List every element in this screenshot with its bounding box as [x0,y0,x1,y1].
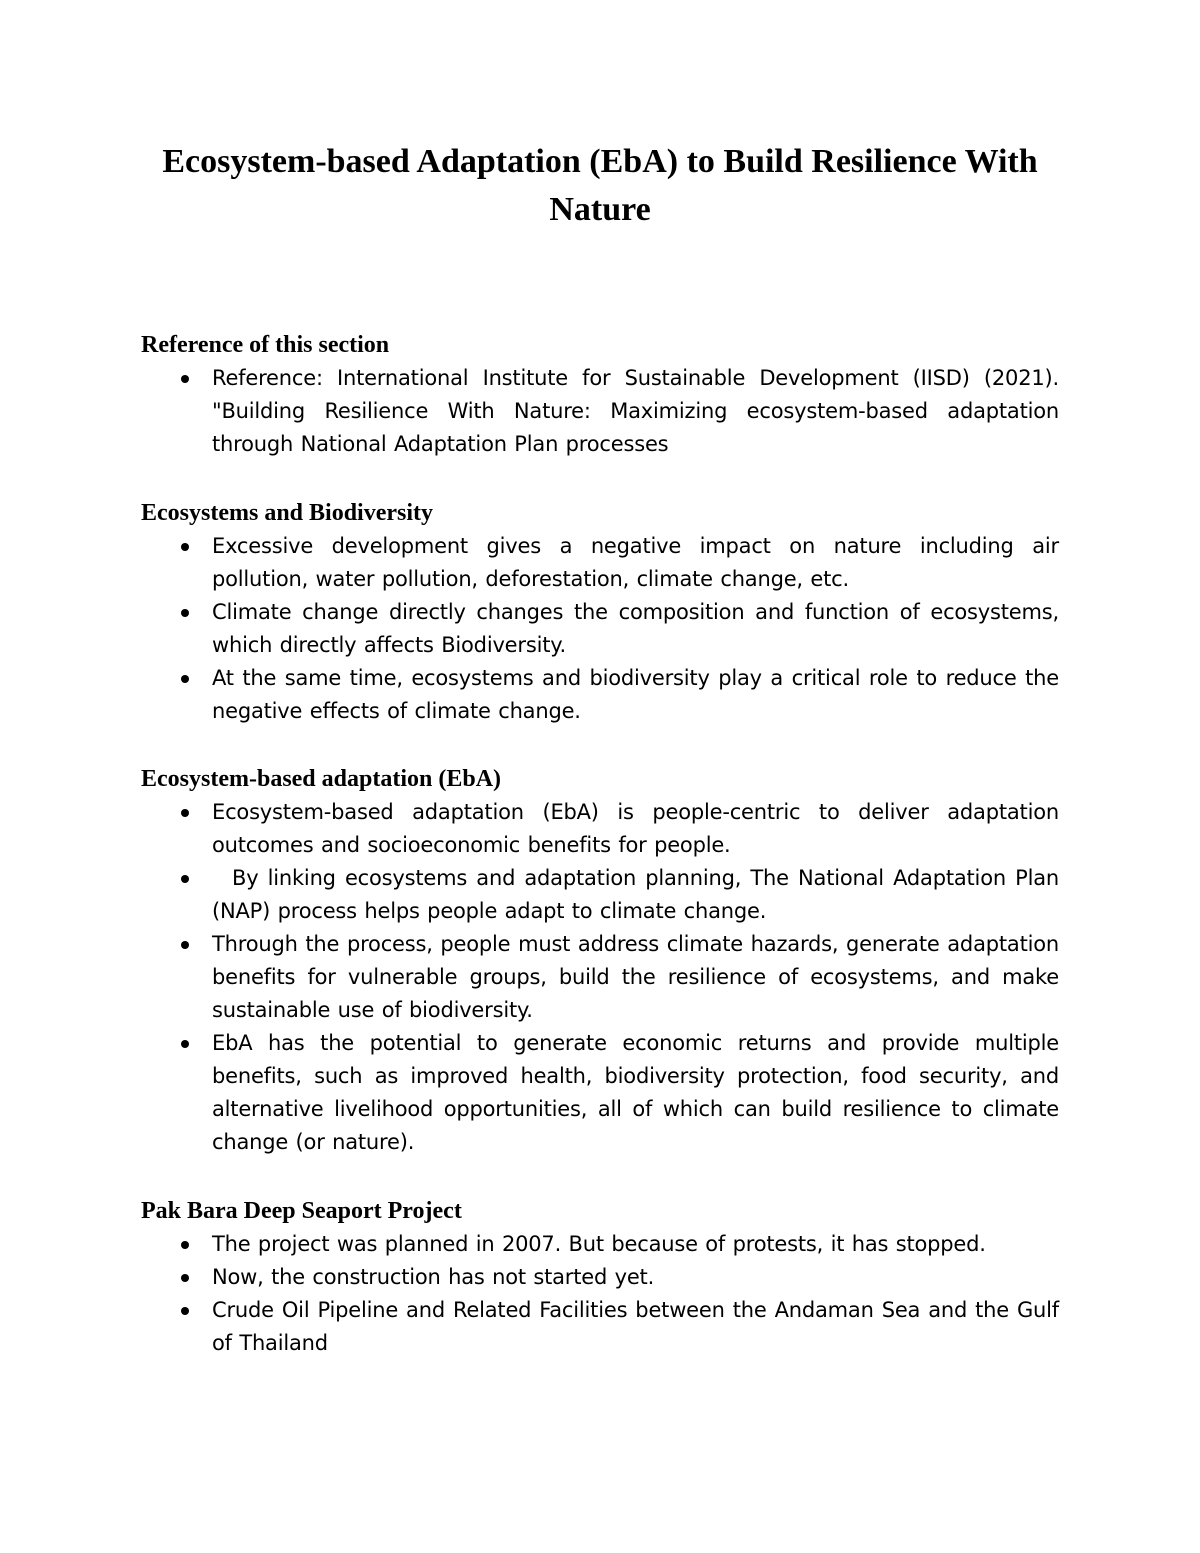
list-item-text: Through the process, people must address climate hazards, generate adaptation benefits for vulnerable groups, build the resilience of ecosystems, and make sustainable use of biodiversity. [212,932,1059,1022]
bullet-icon [181,1040,189,1048]
bullet-icon [181,675,189,683]
bullet-icon [181,1274,189,1282]
bullet-icon [181,609,189,617]
list-item [141,862,1059,928]
list-item-text: At the same time, ecosystems and biodiversity play a critical role to reduce the negative effects of climate change. [212,666,1059,723]
section-eba [141,762,1059,1159]
list-item-text: Excessive development gives a negative impact on nature including air pollution, water pollution, deforestation, climate change, etc. [212,534,1059,591]
section-reference [141,328,1059,461]
list-item-text: The project was planned in 2007. But because of protests, it has stopped. [212,1232,986,1256]
section-ecosystems-biodiversity [141,496,1059,728]
bullet-icon [181,543,189,551]
bullet-icon [181,809,189,817]
bullet-icon [181,875,189,883]
list-item [141,928,1059,1027]
list-item [141,1027,1059,1159]
list-item-text: Crude Oil Pipeline and Related Facilities between the Andaman Sea and the Gulf of Thailand [212,1298,1059,1355]
list-item-text: Now, the construction has not started yet. [212,1265,655,1289]
section-heading: Ecosystem-based adaptation (EbA) [141,766,502,792]
list-item [141,662,1059,728]
bullet-list [141,796,1059,1159]
list-item [141,530,1059,596]
bullet-icon [181,1241,189,1249]
list-item-text: By linking ecosystems and adaptation planning, The National Adaptation Plan (NAP) process helps people adapt to climate change. [212,866,1059,923]
bullet-list [141,362,1059,461]
list-item [141,362,1059,461]
page-title: Ecosystem-based Adaptation (EbA) to Build Resilience With Nature [162,143,1038,228]
section-heading: Reference of this section [141,332,390,358]
section-heading: Pak Bara Deep Seaport Project [141,1198,462,1224]
list-item [141,1294,1059,1360]
section-heading: Ecosystems and Biodiversity [141,500,434,526]
bullet-list [141,530,1059,728]
section-pak-bara [141,1194,1059,1360]
bullet-list [141,1228,1059,1360]
list-item-text: Reference: International Institute for Sustainable Development (IISD) (2021). "Building Resilience With Nature: Maximizing ecosystem-based adaptation through National Adaptation Plan processes [212,366,1059,456]
list-item [141,1228,1059,1261]
bullet-icon [181,1307,189,1315]
bullet-icon [181,375,189,383]
list-item [141,1261,1059,1294]
list-item-text: Climate change directly changes the composition and function of ecosystems, which directly affects Biodiversity. [212,600,1059,657]
list-item [141,796,1059,862]
bullet-icon [181,941,189,949]
list-item [141,596,1059,662]
list-item-text: Ecosystem-based adaptation (EbA) is people-centric to deliver adaptation outcomes and socioeconomic benefits for people. [212,800,1059,857]
list-item-text: EbA has the potential to generate economic returns and provide multiple benefits, such as improved health, biodiversity protection, food security, and alternative livelihood opportunities, all of which can build resilience to climate change (or nature). [212,1031,1059,1154]
